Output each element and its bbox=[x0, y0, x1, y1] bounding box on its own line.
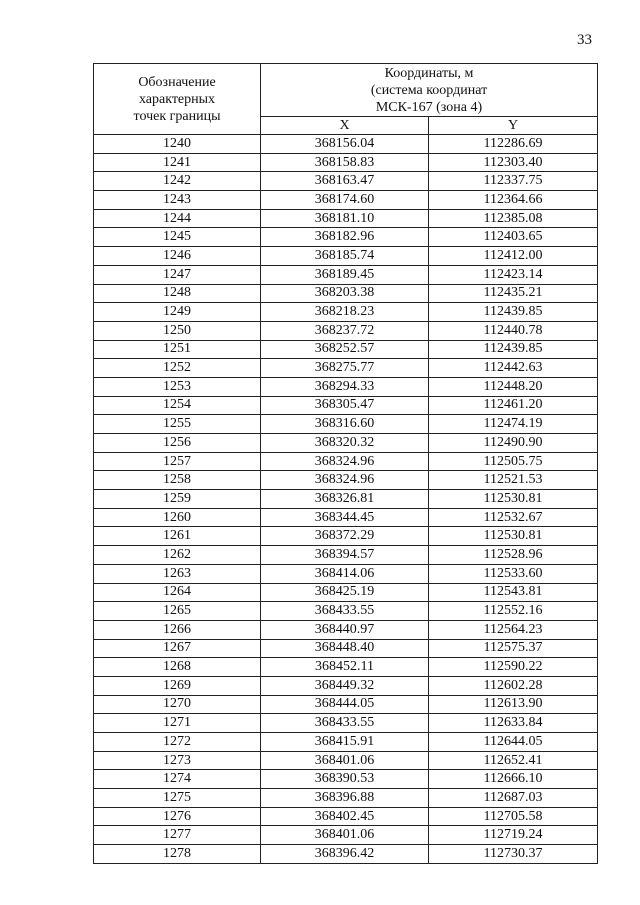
x-coordinate-cell: 368414.06 bbox=[261, 564, 429, 583]
y-coordinate-cell: 112719.24 bbox=[429, 826, 598, 845]
table-row bbox=[94, 191, 598, 210]
point-id-cell: 1255 bbox=[94, 415, 261, 434]
table-row bbox=[94, 676, 598, 695]
y-coordinate-cell: 112644.05 bbox=[429, 733, 598, 752]
point-id-cell: 1243 bbox=[94, 191, 261, 210]
x-coordinate-cell: 368156.04 bbox=[261, 135, 429, 154]
table-row bbox=[94, 733, 598, 752]
y-coordinate-cell: 112575.37 bbox=[429, 639, 598, 658]
table-row bbox=[94, 377, 598, 396]
x-coordinate-cell: 368449.32 bbox=[261, 676, 429, 695]
point-id-cell: 1252 bbox=[94, 359, 261, 378]
x-coordinate-cell: 368372.29 bbox=[261, 527, 429, 546]
table-row bbox=[94, 602, 598, 621]
table-row bbox=[94, 172, 598, 191]
table-row bbox=[94, 714, 598, 733]
point-id-cell: 1270 bbox=[94, 695, 261, 714]
x-coordinate-cell: 368452.11 bbox=[261, 658, 429, 677]
point-id-cell: 1246 bbox=[94, 247, 261, 266]
point-id-cell: 1269 bbox=[94, 676, 261, 695]
y-coordinate-cell: 112439.85 bbox=[429, 340, 598, 359]
coordinates-table bbox=[93, 63, 598, 864]
page-number: 33 bbox=[577, 32, 592, 48]
y-coordinate-cell: 112490.90 bbox=[429, 434, 598, 453]
y-coordinate-cell: 112521.53 bbox=[429, 471, 598, 490]
point-id-cell: 1273 bbox=[94, 751, 261, 770]
table-row bbox=[94, 639, 598, 658]
table-header bbox=[94, 64, 598, 135]
y-coordinate-cell: 112543.81 bbox=[429, 583, 598, 602]
point-id-cell: 1276 bbox=[94, 807, 261, 826]
point-id-cell: 1277 bbox=[94, 826, 261, 845]
x-coordinate-cell: 368396.42 bbox=[261, 845, 429, 864]
x-coordinate-cell: 368189.45 bbox=[261, 265, 429, 284]
point-id-cell: 1240 bbox=[94, 135, 261, 154]
y-coordinate-cell: 112286.69 bbox=[429, 135, 598, 154]
coordinates-header bbox=[261, 64, 598, 117]
y-coordinate-cell: 112528.96 bbox=[429, 546, 598, 565]
table-row bbox=[94, 695, 598, 714]
point-id-cell: 1256 bbox=[94, 434, 261, 453]
x-coordinate-cell: 368415.91 bbox=[261, 733, 429, 752]
point-id-cell: 1268 bbox=[94, 658, 261, 677]
table-row bbox=[94, 658, 598, 677]
table-row bbox=[94, 228, 598, 247]
point-id-cell: 1275 bbox=[94, 789, 261, 808]
y-coordinate-cell: 112403.65 bbox=[429, 228, 598, 247]
x-coordinate-cell: 368181.10 bbox=[261, 209, 429, 228]
point-id-cell: 1249 bbox=[94, 303, 261, 322]
table-row bbox=[94, 807, 598, 826]
point-id-cell: 1250 bbox=[94, 321, 261, 340]
x-coordinate-cell: 368402.45 bbox=[261, 807, 429, 826]
point-id-cell: 1278 bbox=[94, 845, 261, 864]
table-row bbox=[94, 415, 598, 434]
table-row bbox=[94, 265, 598, 284]
y-coordinate-cell: 112364.66 bbox=[429, 191, 598, 210]
point-id-cell: 1264 bbox=[94, 583, 261, 602]
table-row bbox=[94, 209, 598, 228]
y-coordinate-cell: 112532.67 bbox=[429, 508, 598, 527]
y-coordinate-cell: 112412.00 bbox=[429, 247, 598, 266]
x-coordinate-cell: 368401.06 bbox=[261, 826, 429, 845]
y-coordinate-cell: 112652.41 bbox=[429, 751, 598, 770]
point-id-cell: 1263 bbox=[94, 564, 261, 583]
table-row bbox=[94, 826, 598, 845]
y-coordinate-cell: 112385.08 bbox=[429, 209, 598, 228]
y-coordinate-cell: 112448.20 bbox=[429, 377, 598, 396]
point-id-cell: 1253 bbox=[94, 377, 261, 396]
x-coordinate-cell: 368448.40 bbox=[261, 639, 429, 658]
table-row bbox=[94, 452, 598, 471]
table-row bbox=[94, 153, 598, 172]
y-coordinate-cell: 112730.37 bbox=[429, 845, 598, 864]
table-row bbox=[94, 490, 598, 509]
coords-label-line: (система координат bbox=[370, 82, 488, 98]
table-row bbox=[94, 303, 598, 322]
table-body bbox=[94, 135, 598, 864]
table-row bbox=[94, 583, 598, 602]
y-coordinate-cell: 112461.20 bbox=[429, 396, 598, 415]
table-row bbox=[94, 359, 598, 378]
x-coordinate-cell: 368394.57 bbox=[261, 546, 429, 565]
table-row bbox=[94, 434, 598, 453]
y-coordinate-cell: 112474.19 bbox=[429, 415, 598, 434]
y-coordinate-cell: 112564.23 bbox=[429, 620, 598, 639]
point-label-header bbox=[94, 64, 261, 135]
x-coordinate-cell: 368401.06 bbox=[261, 751, 429, 770]
table-row bbox=[94, 340, 598, 359]
x-coordinate-cell: 368163.47 bbox=[261, 172, 429, 191]
coords-label-line: Координаты, м bbox=[384, 65, 474, 81]
point-id-cell: 1251 bbox=[94, 340, 261, 359]
table-row bbox=[94, 751, 598, 770]
point-id-cell: 1258 bbox=[94, 471, 261, 490]
y-column-header: Y bbox=[429, 117, 598, 135]
y-coordinate-cell: 112440.78 bbox=[429, 321, 598, 340]
y-coordinate-cell: 112439.85 bbox=[429, 303, 598, 322]
x-coordinate-cell: 368326.81 bbox=[261, 490, 429, 509]
y-coordinate-cell: 112613.90 bbox=[429, 695, 598, 714]
x-coordinate-cell: 368440.97 bbox=[261, 620, 429, 639]
point-label-line: Обозначение bbox=[138, 74, 216, 90]
x-coordinate-cell: 368182.96 bbox=[261, 228, 429, 247]
x-coordinate-cell: 368324.96 bbox=[261, 471, 429, 490]
x-coordinate-cell: 368237.72 bbox=[261, 321, 429, 340]
point-id-cell: 1267 bbox=[94, 639, 261, 658]
table-row bbox=[94, 471, 598, 490]
table-row bbox=[94, 321, 598, 340]
point-id-cell: 1271 bbox=[94, 714, 261, 733]
x-coordinate-cell: 368425.19 bbox=[261, 583, 429, 602]
point-id-cell: 1266 bbox=[94, 620, 261, 639]
x-coordinate-cell: 368320.32 bbox=[261, 434, 429, 453]
x-coordinate-cell: 368158.83 bbox=[261, 153, 429, 172]
x-coordinate-cell: 368275.77 bbox=[261, 359, 429, 378]
point-id-cell: 1259 bbox=[94, 490, 261, 509]
point-id-cell: 1247 bbox=[94, 265, 261, 284]
table-row bbox=[94, 564, 598, 583]
y-coordinate-cell: 112303.40 bbox=[429, 153, 598, 172]
point-id-cell: 1272 bbox=[94, 733, 261, 752]
x-coordinate-cell: 368444.05 bbox=[261, 695, 429, 714]
x-coordinate-cell: 368396.88 bbox=[261, 789, 429, 808]
point-id-cell: 1265 bbox=[94, 602, 261, 621]
y-coordinate-cell: 112435.21 bbox=[429, 284, 598, 303]
x-coordinate-cell: 368305.47 bbox=[261, 396, 429, 415]
x-coordinate-cell: 368252.57 bbox=[261, 340, 429, 359]
table-row bbox=[94, 135, 598, 154]
x-coordinate-cell: 368174.60 bbox=[261, 191, 429, 210]
table-row bbox=[94, 620, 598, 639]
y-coordinate-cell: 112552.16 bbox=[429, 602, 598, 621]
x-coordinate-cell: 368324.96 bbox=[261, 452, 429, 471]
table-row bbox=[94, 284, 598, 303]
table-row bbox=[94, 247, 598, 266]
table-row bbox=[94, 527, 598, 546]
coords-label-line: МСК-167 (зона 4) bbox=[375, 99, 483, 115]
table-row bbox=[94, 546, 598, 565]
x-coordinate-cell: 368433.55 bbox=[261, 602, 429, 621]
point-id-cell: 1245 bbox=[94, 228, 261, 247]
y-coordinate-cell: 112530.81 bbox=[429, 527, 598, 546]
x-coordinate-cell: 368344.45 bbox=[261, 508, 429, 527]
point-id-cell: 1254 bbox=[94, 396, 261, 415]
y-coordinate-cell: 112687.03 bbox=[429, 789, 598, 808]
y-coordinate-cell: 112666.10 bbox=[429, 770, 598, 789]
point-id-cell: 1262 bbox=[94, 546, 261, 565]
x-coordinate-cell: 368433.55 bbox=[261, 714, 429, 733]
point-id-cell: 1257 bbox=[94, 452, 261, 471]
x-column-header: X bbox=[261, 117, 429, 135]
table-row bbox=[94, 396, 598, 415]
point-label-line: точек границы bbox=[133, 108, 221, 124]
y-coordinate-cell: 112533.60 bbox=[429, 564, 598, 583]
point-id-cell: 1242 bbox=[94, 172, 261, 191]
table-row bbox=[94, 508, 598, 527]
y-coordinate-cell: 112505.75 bbox=[429, 452, 598, 471]
x-coordinate-cell: 368203.38 bbox=[261, 284, 429, 303]
y-coordinate-cell: 112442.63 bbox=[429, 359, 598, 378]
y-coordinate-cell: 112705.58 bbox=[429, 807, 598, 826]
y-coordinate-cell: 112590.22 bbox=[429, 658, 598, 677]
table-row bbox=[94, 845, 598, 864]
x-coordinate-cell: 368218.23 bbox=[261, 303, 429, 322]
y-coordinate-cell: 112337.75 bbox=[429, 172, 598, 191]
y-coordinate-cell: 112530.81 bbox=[429, 490, 598, 509]
point-id-cell: 1241 bbox=[94, 153, 261, 172]
x-coordinate-cell: 368316.60 bbox=[261, 415, 429, 434]
x-coordinate-cell: 368294.33 bbox=[261, 377, 429, 396]
y-coordinate-cell: 112633.84 bbox=[429, 714, 598, 733]
header-row bbox=[94, 64, 598, 117]
table-row bbox=[94, 770, 598, 789]
table-row bbox=[94, 789, 598, 808]
y-coordinate-cell: 112602.28 bbox=[429, 676, 598, 695]
point-label-line: характерных bbox=[138, 91, 216, 107]
x-coordinate-cell: 368390.53 bbox=[261, 770, 429, 789]
point-id-cell: 1260 bbox=[94, 508, 261, 527]
point-id-cell: 1244 bbox=[94, 209, 261, 228]
point-id-cell: 1261 bbox=[94, 527, 261, 546]
point-id-cell: 1248 bbox=[94, 284, 261, 303]
point-id-cell: 1274 bbox=[94, 770, 261, 789]
x-coordinate-cell: 368185.74 bbox=[261, 247, 429, 266]
y-coordinate-cell: 112423.14 bbox=[429, 265, 598, 284]
